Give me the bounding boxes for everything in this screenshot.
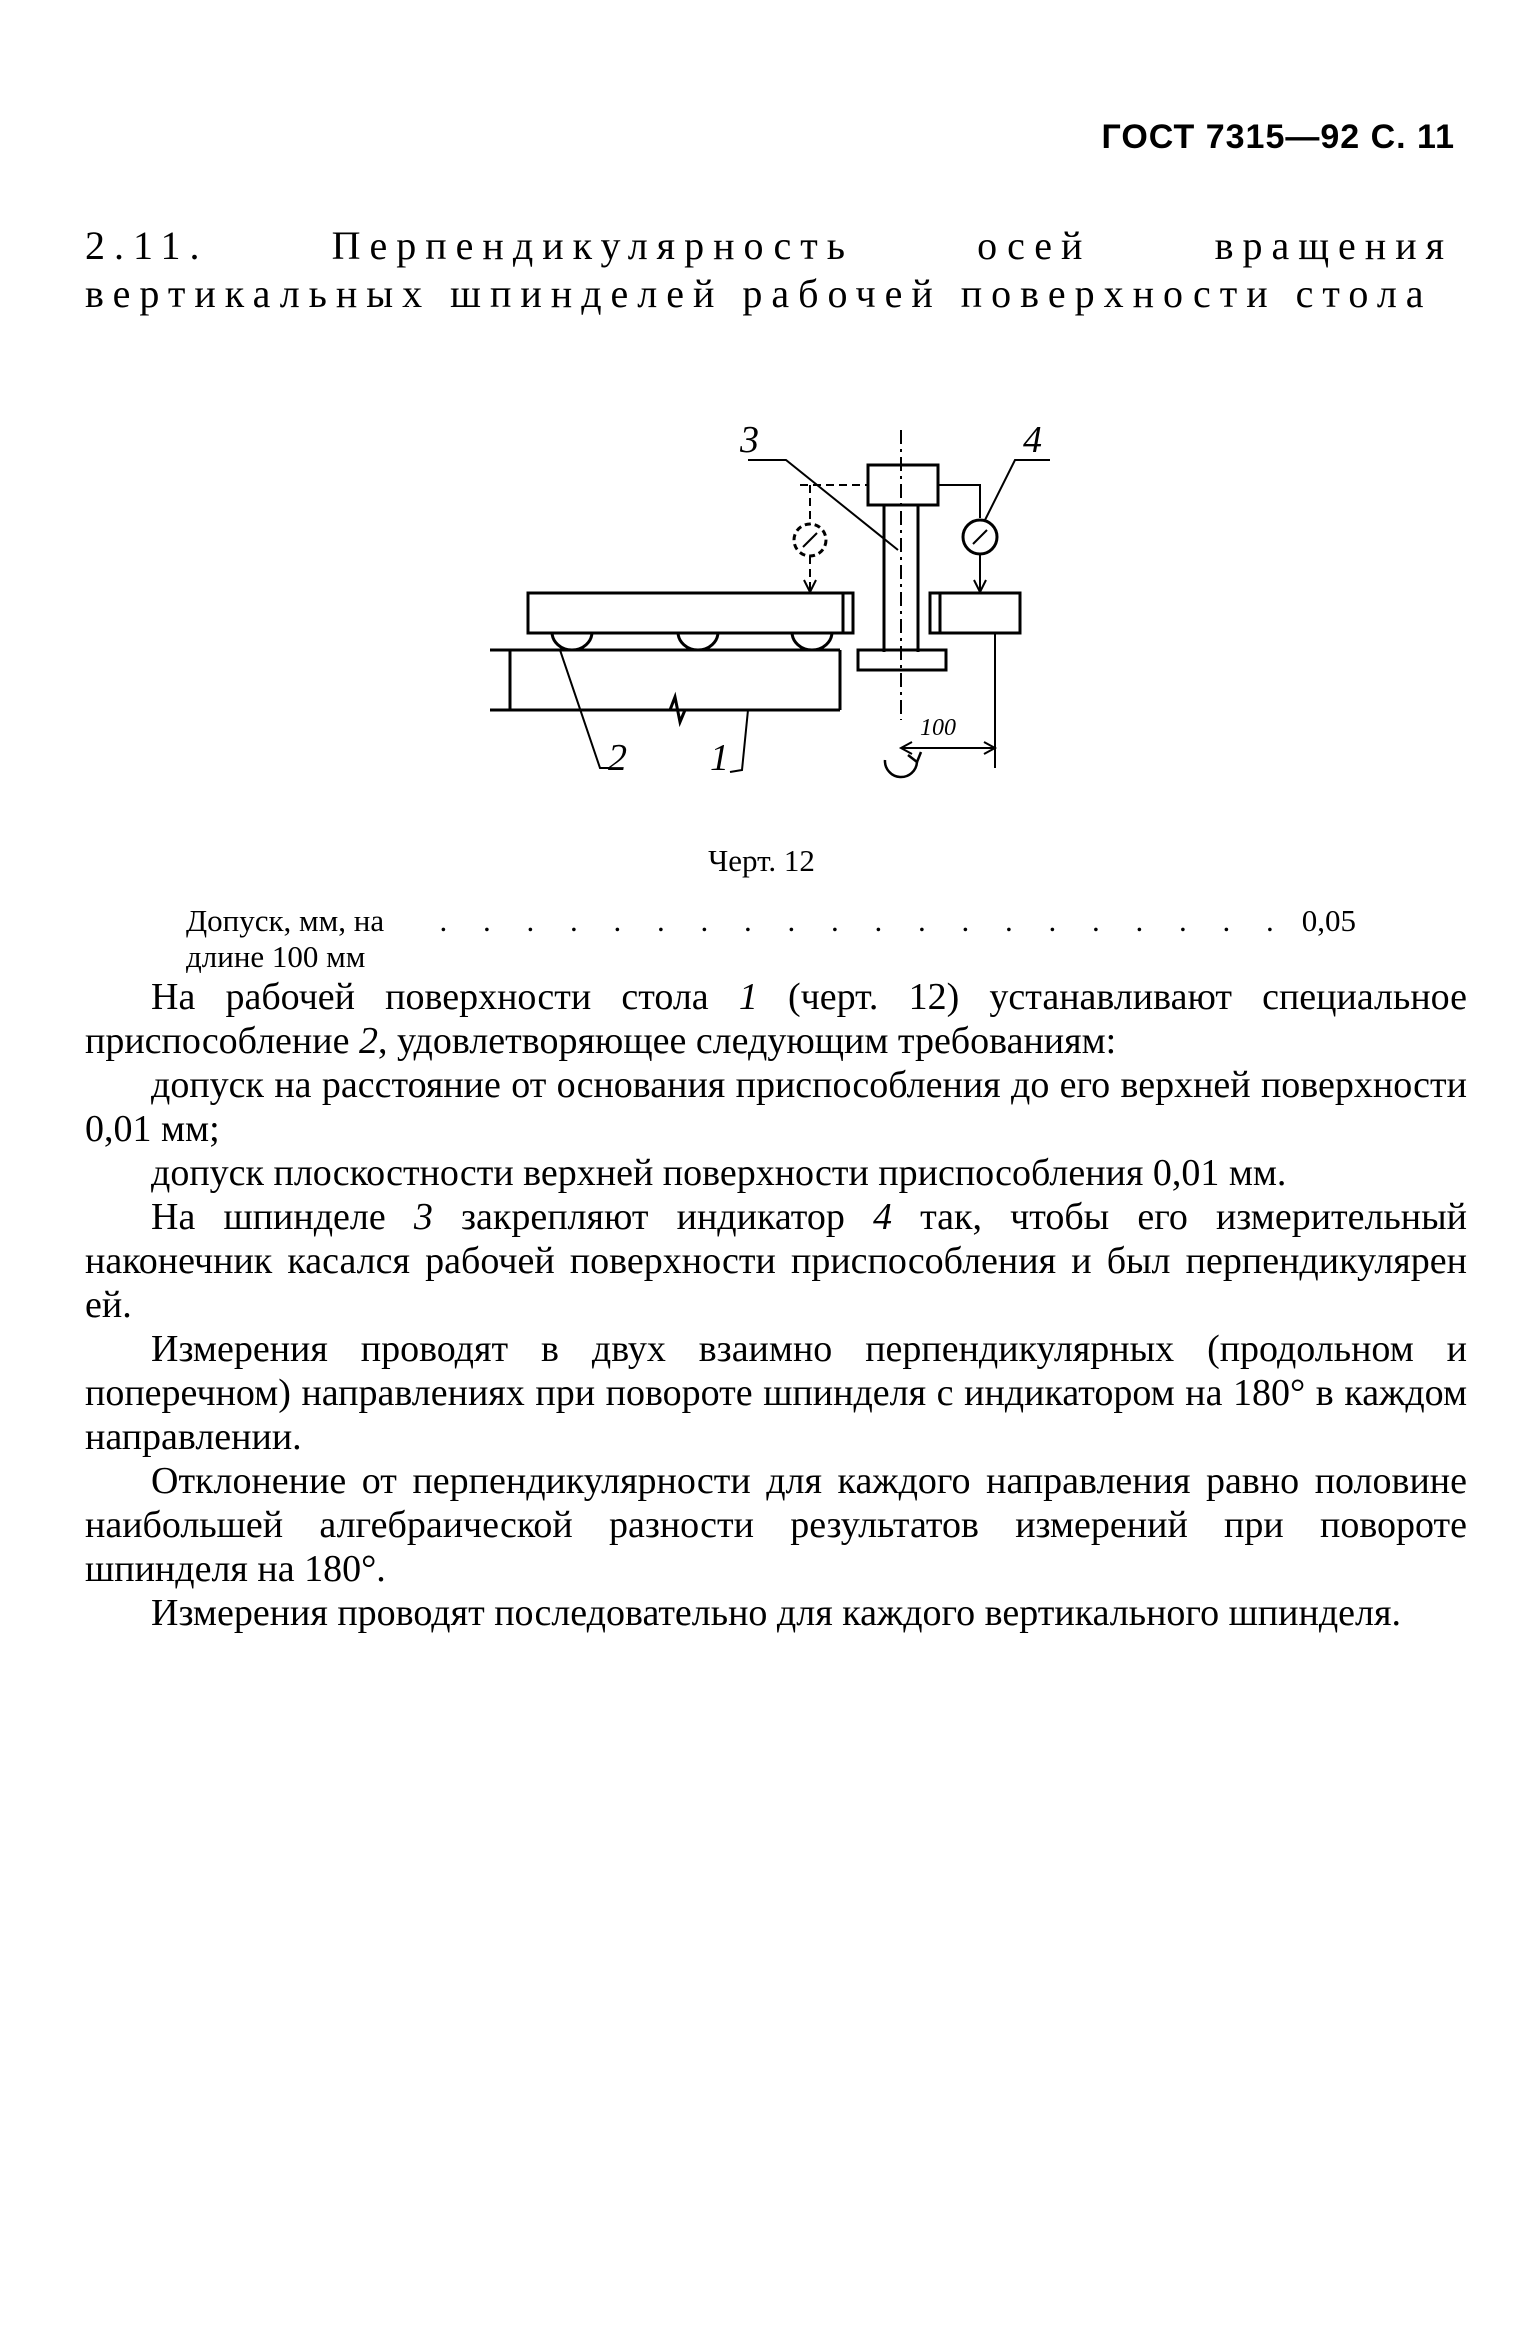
figure-drawing [480,400,1040,820]
leader-1 [730,710,748,772]
spindle-block [868,465,938,505]
label-1: 1 [710,737,729,779]
paragraph-2: допуск на расстояние от основания приспособления до его верхней поверхности 0,01 мм; [85,1064,1467,1150]
break-mark [660,697,730,722]
paragraph-1: На рабочей поверхности стола 1 (черт. 12) устанавливают специальное приспособление 2, удовлетворяющее следующим требованиям: [85,976,1468,1062]
tolerance-dots: . . . . . . . . . . . . . . . . . . . . [439,903,1288,938]
label-4: 4 [1023,419,1042,461]
section-title: 2.11. Перпендикулярность осей вращения вертикальных шпинделей рабочей поверхности стола [85,223,1453,316]
left-indicator-needle [803,533,817,547]
dimension-label: 100 [920,715,956,741]
label-3: 3 [740,419,759,461]
leader-4 [985,460,1050,520]
paragraph-7: Измерения проводят последовательно для каждого вертикального шпинделя. [151,1592,1401,1634]
support-left [552,632,592,650]
figure-caption: Черт. 12 [708,843,815,878]
tolerance-value: 0,05 [1301,903,1356,938]
paragraph-5: Измерения проводят в двух взаимно перпендикулярных (продольном и поперечном) направлениях при повороте шпинделя с индикатором на 180° в каждом направлении. [85,1328,1467,1458]
support-right [792,632,832,650]
rotation-arrow [885,760,917,777]
paragraph-6: Отклонение от перпендикулярности для каждого направления равно половине наибольшей алгебраической разности результатов измерений при повороте шпинделя на 180°. [85,1460,1467,1590]
right-indicator-needle [973,530,987,544]
tolerance-line [186,903,1356,975]
tolerance-label: Допуск, мм, на длине 100 мм [186,903,385,974]
label-2: 2 [608,737,627,779]
right-plate [930,593,1020,633]
support-middle [678,632,718,650]
fixture-plate [528,593,853,633]
paragraph-4: На шпинделе 3 закрепляют индикатор 4 так, чтобы его измерительный наконечник касался рабочей поверхности приспособления и был перпендикулярен ей. [85,1196,1468,1326]
right-indicator-arm [938,485,980,518]
body-text [85,975,1467,1635]
paragraph-3: допуск плоскостности верхней поверхности приспособления 0,01 мм. [151,1152,1287,1194]
page-header: ГОСТ 7315—92 С. 11 [1101,118,1455,156]
